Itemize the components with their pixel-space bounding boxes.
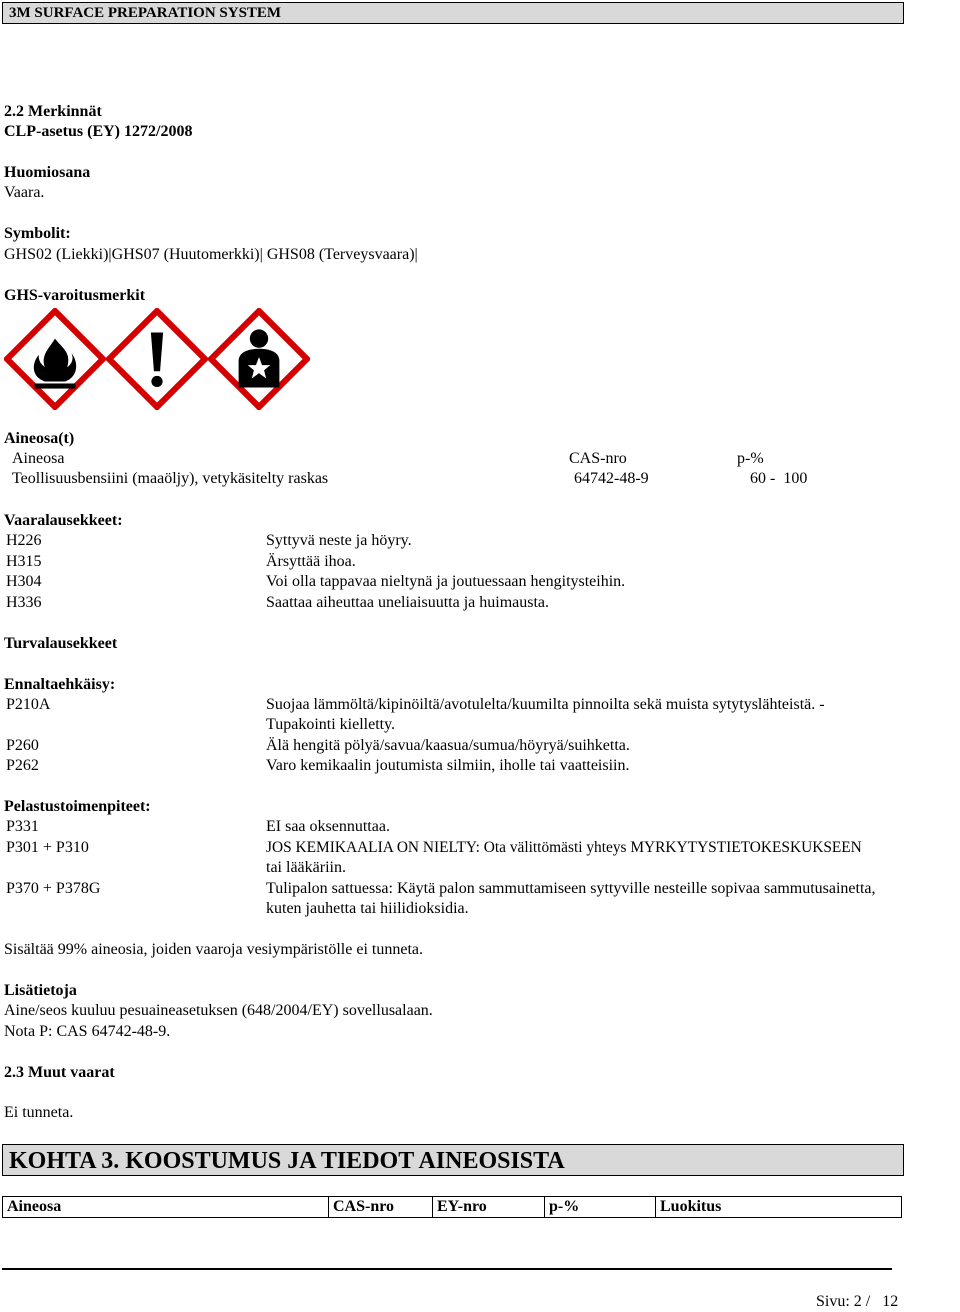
hazard-code: H304	[6, 573, 42, 590]
page-number: Sivu: 2 / 12	[816, 1293, 899, 1310]
ghs02-flame-icon	[4, 308, 106, 410]
additional-info-text: Nota P: CAS 64742-48-9.	[4, 1023, 171, 1040]
hazard-text: Syttyvä neste ja höyry.	[266, 532, 412, 549]
hazard-code: H336	[6, 594, 42, 611]
table-header-cell: Aineosa	[3, 1197, 329, 1217]
hazard-statements-label: Vaaralausekkeet:	[4, 512, 123, 529]
precaution-text: Älä hengitä pölyä/savua/kaasua/sumua/höyryä/suihketta.	[266, 737, 630, 754]
precaution-text: Suojaa lämmöltä/kipinöiltä/avotulelta/kuumilta pinnoilta sekä muista sytytyslähteistä. -	[266, 696, 825, 713]
precaution-code: P260	[6, 737, 39, 754]
ghs07-exclamation-icon	[106, 308, 208, 410]
ingredients-label: Aineosa(t)	[4, 430, 75, 447]
ghs08-health-hazard-icon	[208, 308, 310, 410]
table-header-cell: CAS-nro	[329, 1197, 433, 1217]
prevention-label: Ennaltaehkäisy:	[4, 676, 116, 693]
ingredient-pct: 60 - 100	[750, 470, 808, 487]
precaution-text: Varo kemikaalin joutumista silmiin, iholle tai vaatteisiin.	[266, 757, 630, 774]
ingredient-cas: 64742-48-9	[574, 470, 649, 487]
pictograms-label: GHS-varoitusmerkit	[4, 287, 146, 304]
precaution-text: tai lääkäriin.	[266, 859, 346, 876]
section-3-title: KOHTA 3. KOOSTUMUS JA TIEDOT AINEOSISTA	[9, 1148, 565, 1174]
hazard-code: H226	[6, 532, 42, 549]
composition-table-header	[2, 1196, 902, 1218]
table-header-cell: EY-nro	[433, 1197, 545, 1217]
precaution-code: P262	[6, 757, 39, 774]
precaution-text: JOS KEMIKAALIA ON NIELTY: Ota välittömästi yhteys MYRKYTYSTIETOKESKUKSEEN	[266, 839, 862, 856]
section-heading-labelling: 2.2 Merkinnät	[4, 103, 102, 120]
precaution-code: P370 + P378G	[6, 880, 101, 897]
other-hazards-heading: 2.3 Muut vaarat	[4, 1064, 115, 1081]
precaution-text: Tupakointi kielletty.	[266, 716, 396, 733]
hazard-code: H315	[6, 553, 42, 570]
signal-word-label: Huomiosana	[4, 164, 91, 181]
section-3-header	[2, 1144, 904, 1176]
precaution-code: P210A	[6, 696, 51, 713]
ingredients-col-pct: p-%	[737, 450, 764, 467]
footer-divider	[2, 1268, 892, 1270]
symbols-label: Symbolit:	[4, 225, 71, 242]
hazard-text: Voi olla tappavaa nieltynä ja joutuessaan hengitysteihin.	[266, 573, 626, 590]
ingredient-name: Teollisuusbensiini (maaöljy), vetykäsitelty raskas	[12, 470, 329, 487]
precaution-code: P331	[6, 818, 39, 835]
ingredients-col-cas: CAS-nro	[569, 450, 627, 467]
regulation-title: CLP-asetus (EY) 1272/2008	[4, 123, 193, 140]
other-hazards-text: Ei tunneta.	[4, 1104, 74, 1121]
response-label: Pelastustoimenpiteet:	[4, 798, 151, 815]
ingredients-col-name: Aineosa	[12, 450, 65, 467]
symbols-list: GHS02 (Liekki)|GHS07 (Huutomerkki)| GHS08 (Terveysvaara)|	[4, 246, 418, 263]
document-title: 3M SURFACE PREPARATION SYSTEM	[9, 5, 282, 21]
precaution-text: Tulipalon sattuessa: Käytä palon sammuttamiseen syttyville nesteille sopivaa sammutusainetta,	[266, 880, 876, 897]
additional-info-text: Aine/seos kuuluu pesuaineasetuksen (648/2004/EY) sovellusalaan.	[4, 1002, 433, 1019]
precaution-text: kuten jauhetta tai hiilidioksidia.	[266, 900, 469, 917]
table-header-cell: Luokitus	[660, 1198, 722, 1215]
document-header	[2, 2, 904, 24]
hazard-text: Saattaa aiheuttaa uneliaisuutta ja huimausta.	[266, 594, 550, 611]
hazard-text: Ärsyttää ihoa.	[266, 553, 356, 570]
additional-info-label: Lisätietoja	[4, 982, 77, 999]
signal-word: Vaara.	[4, 184, 45, 201]
precaution-text: EI saa oksennuttaa.	[266, 818, 390, 835]
environment-note: Sisältää 99% aineosia, joiden vaaroja vesiympäristölle ei tunneta.	[4, 941, 423, 958]
precautionary-label: Turvalausekkeet	[4, 635, 118, 652]
table-header-cell: p-%	[545, 1197, 656, 1217]
precaution-code: P301 + P310	[6, 839, 89, 856]
